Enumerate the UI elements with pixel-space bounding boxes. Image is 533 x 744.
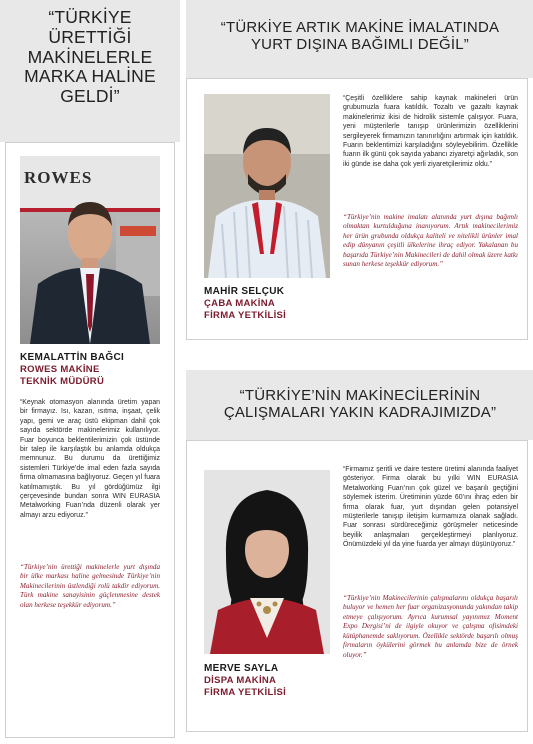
bottom-right-headline (190, 388, 530, 422)
bottom-right-person-name: MERVE SAYLA (204, 663, 279, 674)
top-right-headline-line: YURT DIŞINA BAĞIMLI DEĞİL” (250, 35, 470, 53)
top-right-headline-line: “TÜRKİYE ARTIK MAKİNE İMALATINDA (220, 19, 500, 36)
top-right-body-text: “Çeşitli özelliklere sahip kaynak makineleri ürün grubumuzla fuara katıldık. Tozaltı ve gazaltı kaynak makinelerimiz ikisi de hidrolik sistemle çalışıyor. Fuara, yeni müşterilerle tanışıp ürünlerimizin özelliklerini sergileyerek firmamızın tanınırlığını artırmak için katıldık. Fuarın beklentimizi karşıladığını söyleyebilirim. Özellikle fuarın ilk günü çok sayıda yabancı ziyaretçi ağırladık, son iki günde ise daha çok yerli ziyaretçilerimiz oldu.” (343, 95, 518, 168)
left-headline-line: MAKİNELERLE (27, 46, 153, 67)
left-person-photo (20, 156, 160, 344)
left-quote: “Türkiye’nin ürettiği makinelerle yurt dışında bir ülke markası haline gelmesinde Türkiye’nin Makinecilerinin üstlendiği rolü takdir ediyorum. Türk makine sanayisinin güçlenmesine destek olan herkese teşekkür ediyorum.” (20, 563, 160, 609)
bottom-right-body-text: “Firmamız şeritli ve daire testere üretimi alanında faaliyet gösteriyor. Firma olarak bu yılki WIN EURASIA Metalworking Fuarı’nın çok güzel ve başarılı geçtiğini söylemek isterim. Üretiminin yüzde 60’ını ihraç eden bir firma olarak fuar, yurt dışından gelen potansiyel müşterilerle tanışıp iletişim kurmamıza olanak sağladı. Fuar sonrası sürdüreceğimiz görüşmeler neticesinde beyilik anlaşmaları gerçekleştirmeyi planlıyoruz. Önümüzdeki yıl da yine fuarda yer almayı düşünüyoruz.” (343, 466, 518, 549)
bottom-right-quote: “Türkiye’nin Makinecilerinin çalışmalarını oldukça başarılı buluyor ve hemen her fuar organizasyonunda yakından takip etmeye çalışıyorum. Ayrıca kurumsal yayınımız Moment Expo Dergisi’ni de ilgiyle okuyor ve çalışma ofisimdeki kütüphanemde saklıyorum. Özellikle sektörde başarılı olmuş firmaların öykülerini görmek bu anlamda bize de örnek oluyor.” (343, 594, 518, 659)
left-headline-line: GELDİ” (60, 86, 120, 107)
top-right-person-photo (204, 94, 330, 278)
left-body-text: “Keynak otomasyon alanında üretim yapan bir firmayız. Isı, kazan, ısıtma, inşaat, çelik yapı, gemi ve araç üstü ekipman dahil çok sayıda sektörde makinelerimiz kullanılıyor. Fuar boyunca beklentilerimizin çok üstünde bir talep ile karşılaştık bu anlamda oldukça memnunuz. Bu durumu da ürettiğimiz sistemleri Türkiye’de imal eden fazla sayıda firma olmamasına bağlıyoruz. Geçen yıl fuara katılmamıştık. Bu yıl gördüğümüz ilgi çerçevesinde bundan sonra WIN EURASIA Metalworking Fuarı’nda düzenli olarak yer almayı arzu ediyoruz.” (20, 399, 160, 519)
top-right-headline (190, 20, 530, 54)
left-person-role: TEKNİK MÜDÜRÜ (20, 376, 105, 387)
top-right-quote: “Türkiye’nin makine imalatı alanında yurt dışına bağımlı olmaktan kurtulduğuna inanıyorum. Artık makinecilerimiz her ürün grubunda oldukça kaliteli ve nitelikli ürünler imal edip dünyanın çeşitli ülkelerine ihraç ediyor. Yakalanan bu başarıda Türkiye’nin Makinecileri de dahil olmak üzere katkı sunan herkese teşekkür ediyorum.” (343, 213, 518, 269)
left-headline-line: ÜRETTİĞİ (48, 26, 132, 47)
left-headline-line: “TÜRKİYE (48, 7, 132, 27)
left-person-name: KEMALATTİN BAĞCI (20, 352, 125, 363)
left-headline-line: MARKA HALİNE (24, 66, 156, 87)
left-person-company: ROWES MAKİNE (20, 364, 100, 375)
top-right-person-role: FİRMA YETKİLİSİ (204, 310, 287, 321)
left-headline (6, 8, 174, 107)
bottom-right-person-photo (204, 470, 330, 654)
top-right-photo-illustration (204, 94, 330, 278)
bottom-right-person-company: DİSPA MAKİNA (204, 675, 277, 686)
bottom-right-headline-line: ÇALIŞMALARI YAKIN KADRAJIMIZDA” (223, 403, 497, 421)
top-right-person-name: MAHİR SELÇUK (204, 286, 285, 297)
left-photo-sign: ROWES (24, 168, 93, 187)
bottom-right-person-role: FİRMA YETKİLİSİ (204, 687, 287, 698)
bottom-right-photo-illustration (204, 470, 330, 654)
top-right-person-company: ÇABA MAKİNA (204, 298, 276, 309)
bottom-right-headline-line: “TÜRKİYE’NİN MAKİNECİLERİNİN (239, 387, 481, 404)
